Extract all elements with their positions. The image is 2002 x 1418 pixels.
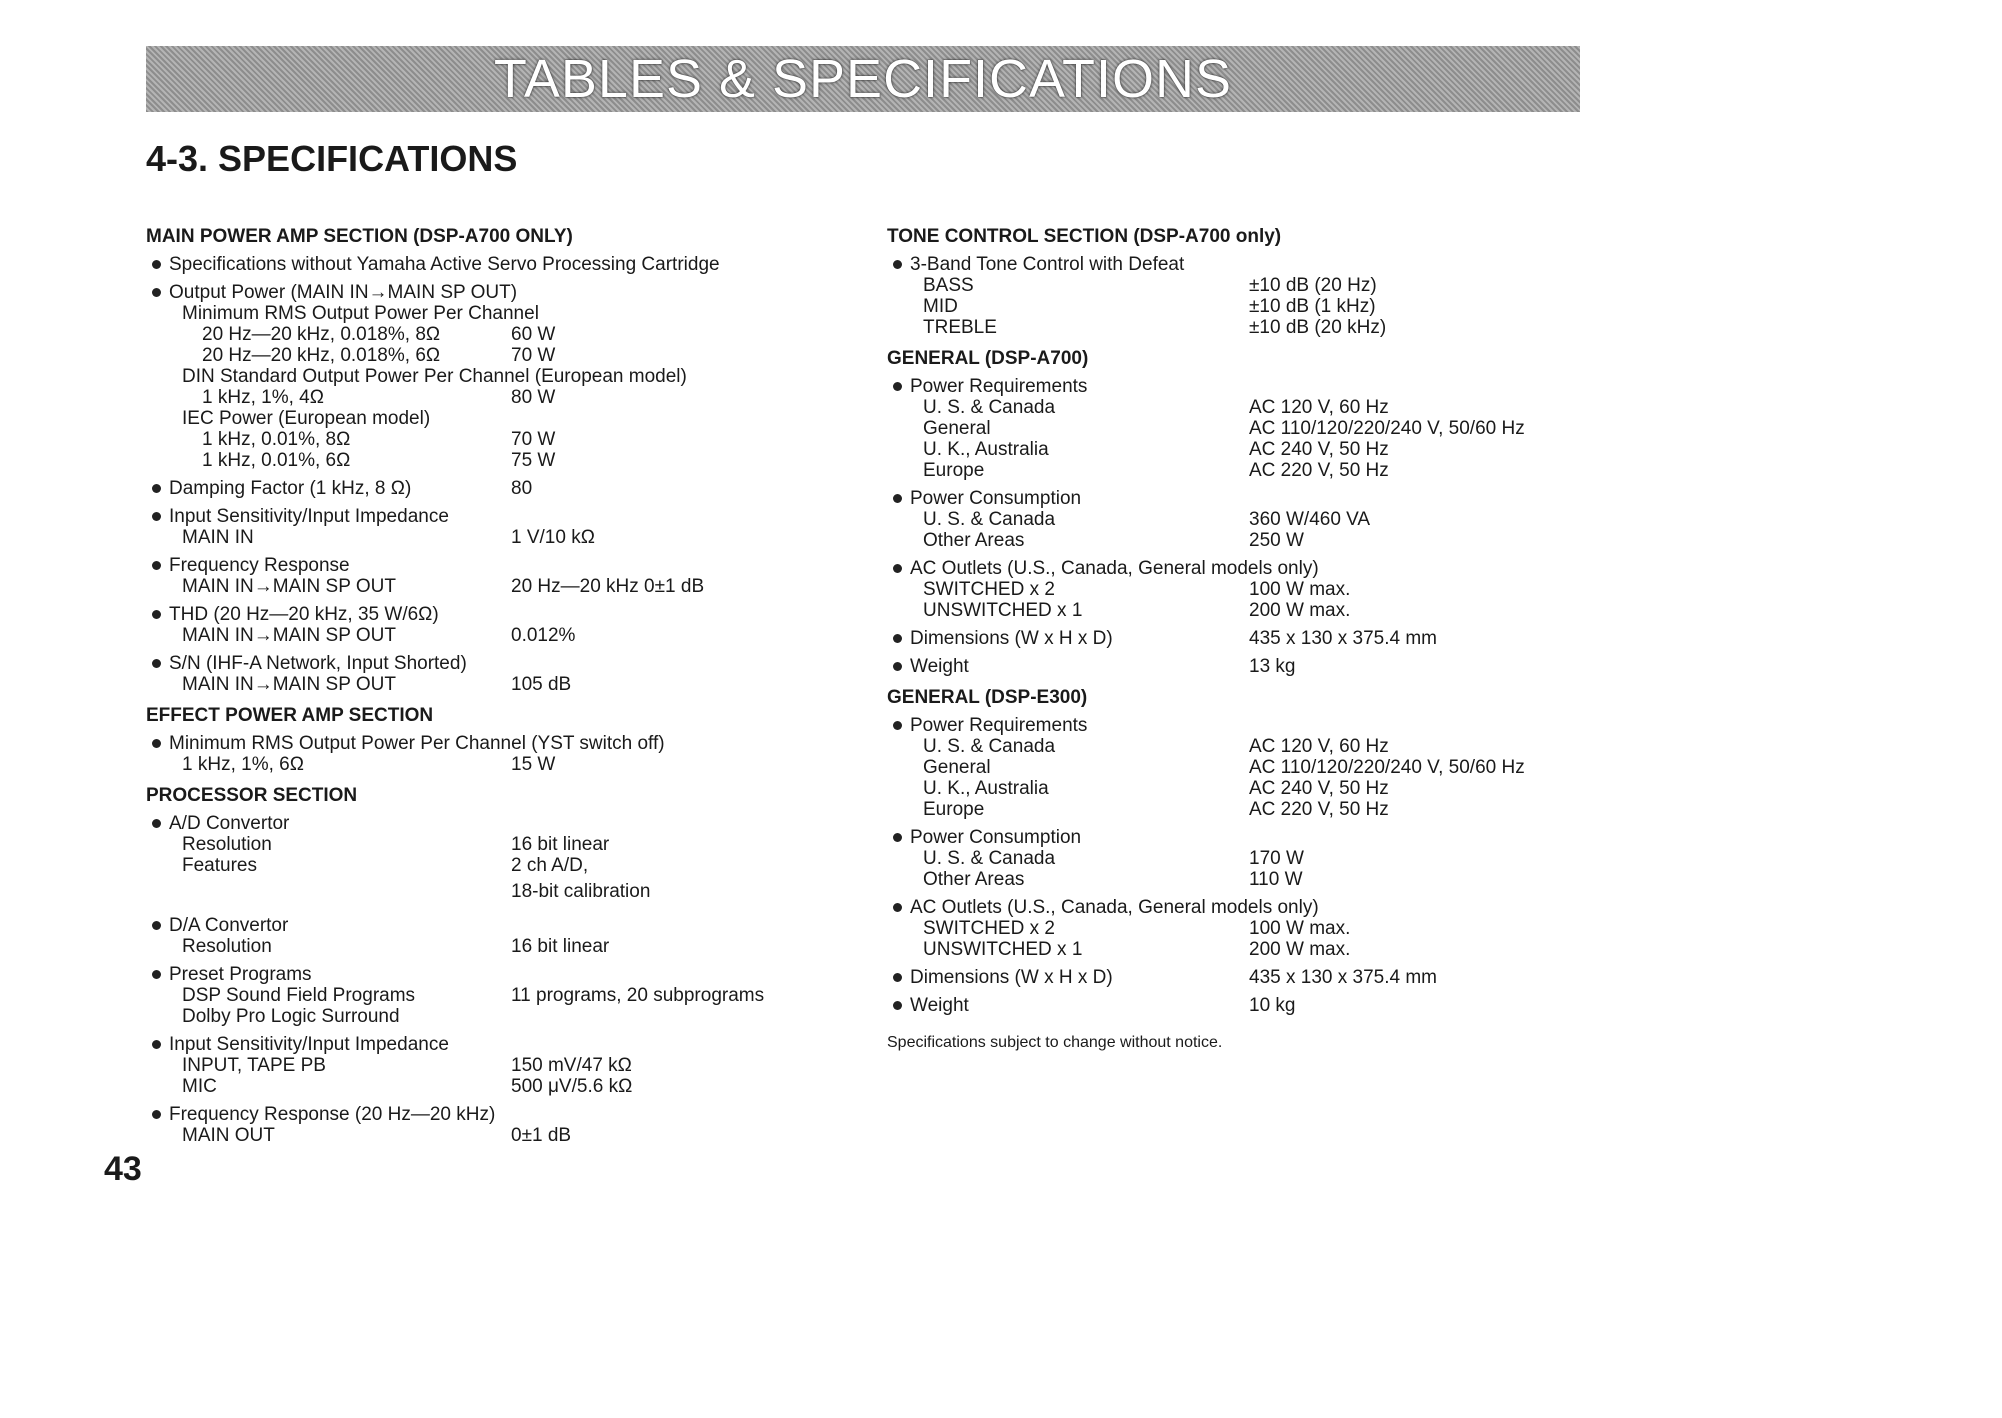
spec-bullet [146, 733, 786, 754]
spec-label: Minimum RMS Output Power Per Channel [182, 303, 539, 324]
spec-value: 16 bit linear [511, 936, 610, 957]
spec-row [887, 869, 1567, 890]
spec-value: 60 W [511, 324, 556, 345]
spec-value: 100 W max. [1249, 579, 1351, 600]
left-column [146, 222, 786, 1146]
spec-value: 15 W [511, 754, 556, 775]
header-banner [146, 46, 1580, 112]
spec-row [146, 1076, 786, 1097]
section-heading: PROCESSOR SECTION [146, 785, 358, 806]
spec-label: MAIN IN [182, 527, 254, 548]
general-dsp-a700-section [887, 348, 1567, 677]
spec-row [887, 918, 1567, 939]
spec-label: Weight [887, 656, 969, 677]
spec-row [146, 674, 786, 695]
spec-row [146, 527, 786, 548]
section-heading: TONE CONTROL SECTION (DSP-A700 only) [887, 226, 1282, 247]
spec-label: A/D Convertor [146, 813, 289, 834]
spec-value: ±10 dB (20 kHz) [1249, 317, 1387, 338]
spec-label: General [923, 418, 991, 439]
spec-value: 11 programs, 20 subprograms [511, 985, 765, 1006]
spec-label: INPUT, TAPE PB [182, 1055, 326, 1076]
spec-label: 20 Hz—20 kHz, 0.018%, 8Ω [202, 324, 441, 345]
spec-label: AC Outlets (U.S., Canada, General models only) [887, 558, 1319, 579]
spec-label: Preset Programs [146, 964, 312, 985]
spec-label: Frequency Response [146, 555, 350, 576]
spec-label: 20 Hz—20 kHz, 0.018%, 6Ω [202, 345, 441, 366]
spec-value: AC 110/120/220/240 V, 50/60 Hz [1249, 757, 1525, 778]
spec-label: Features [182, 855, 257, 876]
spec-bullet [146, 813, 786, 834]
spec-label: MAIN IN→MAIN SP OUT [182, 576, 396, 597]
spec-label: Input Sensitivity/Input Impedance [146, 1034, 449, 1055]
spec-value: 0.012% [511, 625, 576, 646]
spec-bullet [146, 506, 786, 527]
spec-label: Specifications without Yamaha Active Servo Processing Cartridge [146, 254, 720, 275]
spec-bullet [887, 656, 1567, 677]
spec-row [887, 317, 1567, 338]
spec-bullet [146, 282, 786, 303]
effect-power-amp-section [146, 705, 786, 775]
section-heading: MAIN POWER AMP SECTION (DSP-A700 ONLY) [146, 226, 573, 247]
spec-label: MAIN IN→MAIN SP OUT [182, 674, 396, 695]
spec-bullet [146, 555, 786, 576]
main-power-amp-section [146, 226, 786, 695]
spec-bullet [887, 558, 1567, 579]
spec-row [146, 429, 786, 450]
spec-value: 80 W [511, 387, 556, 408]
spec-row [146, 625, 786, 646]
spec-value: 110 W [1249, 869, 1303, 890]
page-number: 43 [104, 1150, 142, 1188]
section-heading: EFFECT POWER AMP SECTION [146, 705, 434, 726]
spec-value: AC 120 V, 60 Hz [1249, 736, 1389, 757]
spec-row [887, 296, 1567, 317]
spec-label: Other Areas [923, 530, 1025, 551]
spec-row [146, 1125, 786, 1146]
spec-bullet [887, 715, 1567, 736]
spec-label: Power Requirements [887, 376, 1087, 397]
spec-value: ±10 dB (20 Hz) [1249, 275, 1377, 296]
spec-label: U. K., Australia [923, 439, 1049, 460]
section-heading: GENERAL (DSP-E300) [887, 687, 1088, 708]
spec-row [887, 439, 1567, 460]
spec-label: MAIN OUT [182, 1125, 275, 1146]
spec-label: Resolution [182, 936, 272, 957]
spec-row [146, 754, 786, 775]
spec-value: 75 W [511, 450, 556, 471]
spec-value: 10 kg [1249, 995, 1296, 1016]
spec-label: UNSWITCHED x 1 [923, 600, 1083, 621]
spec-value: 100 W max. [1249, 918, 1351, 939]
spec-bullet [146, 254, 786, 275]
spec-row [887, 418, 1567, 439]
processor-section [146, 785, 786, 1146]
spec-value: 170 W [1249, 848, 1304, 869]
spec-value: 1 V/10 kΩ [511, 527, 595, 548]
spec-label: U. S. & Canada [923, 509, 1056, 530]
spec-value: 500 μV/5.6 kΩ [511, 1076, 633, 1097]
spec-label: UNSWITCHED x 1 [923, 939, 1083, 960]
spec-row [146, 855, 786, 876]
spec-label: Input Sensitivity/Input Impedance [146, 506, 449, 527]
spec-label: 1 kHz, 1%, 6Ω [182, 754, 304, 775]
spec-row [146, 985, 786, 1006]
spec-label: General [923, 757, 991, 778]
spec-bullet [887, 376, 1567, 397]
spec-value: 435 x 130 x 375.4 mm [1249, 967, 1437, 988]
spec-label: Dimensions (W x H x D) [887, 967, 1113, 988]
spec-bullet [887, 995, 1567, 1016]
spec-label: IEC Power (European model) [182, 408, 431, 429]
spec-label: DSP Sound Field Programs [182, 985, 416, 1006]
spec-value: 2 ch A/D, [511, 855, 589, 876]
spec-label: Dolby Pro Logic Surround [182, 1006, 400, 1027]
spec-row [146, 576, 786, 597]
spec-value: AC 110/120/220/240 V, 50/60 Hz [1249, 418, 1525, 439]
spec-bullet [146, 1104, 786, 1125]
spec-value: 360 W/460 VA [1249, 509, 1371, 530]
spec-label: 1 kHz, 1%, 4Ω [202, 387, 324, 408]
spec-label: Europe [923, 460, 985, 481]
spec-row [887, 939, 1567, 960]
spec-label: S/N (IHF-A Network, Input Shorted) [146, 653, 467, 674]
spec-label: MID [923, 296, 958, 317]
spec-label: MIC [182, 1076, 217, 1097]
spec-bullet [146, 653, 786, 674]
section-heading: GENERAL (DSP-A700) [887, 348, 1089, 369]
spec-label: Europe [923, 799, 985, 820]
spec-row [887, 509, 1567, 530]
spec-label: U. S. & Canada [923, 397, 1056, 418]
spec-bullet [887, 254, 1567, 275]
spec-subheading [146, 408, 786, 429]
spec-bullet [887, 897, 1567, 918]
spec-value: AC 240 V, 50 Hz [1249, 439, 1389, 460]
spec-row [887, 460, 1567, 481]
spec-row [146, 834, 786, 855]
spec-label: Power Requirements [887, 715, 1087, 736]
spec-label: Dimensions (W x H x D) [887, 628, 1113, 649]
spec-label: THD (20 Hz—20 kHz, 35 W/6Ω) [146, 604, 439, 625]
spec-row [146, 1006, 786, 1027]
spec-value: 0±1 dB [511, 1125, 572, 1146]
spec-label: Other Areas [923, 869, 1025, 890]
spec-label: D/A Convertor [146, 915, 288, 936]
spec-value: 20 Hz—20 kHz 0±1 dB [511, 576, 705, 597]
spec-bullet [146, 964, 786, 985]
general-dsp-e300-section [887, 687, 1567, 1016]
spec-label: MAIN IN→MAIN SP OUT [182, 625, 396, 646]
spec-label: TREBLE [923, 317, 997, 338]
spec-row [887, 757, 1567, 778]
spec-value: 80 [511, 478, 533, 499]
spec-bullet [887, 967, 1567, 988]
spec-label: Frequency Response (20 Hz—20 kHz) [146, 1104, 495, 1125]
spec-bullet [146, 915, 786, 936]
spec-label: Resolution [182, 834, 272, 855]
spec-value: ±10 dB (1 kHz) [1249, 296, 1376, 317]
spec-row [146, 324, 786, 345]
spec-bullet [887, 628, 1567, 649]
spec-row [146, 1055, 786, 1076]
spec-value: 200 W max. [1249, 939, 1351, 960]
spec-value: 13 kg [1249, 656, 1296, 677]
spec-row [887, 579, 1567, 600]
spec-bullet [887, 827, 1567, 848]
spec-value: 16 bit linear [511, 834, 610, 855]
spec-label: AC Outlets (U.S., Canada, General models only) [887, 897, 1319, 918]
spec-value: AC 240 V, 50 Hz [1249, 778, 1389, 799]
spec-subheading [146, 366, 786, 387]
spec-bullet [887, 488, 1567, 509]
spec-label: Weight [887, 995, 969, 1016]
spec-row [887, 848, 1567, 869]
spec-label: U. K., Australia [923, 778, 1049, 799]
spec-label: Minimum RMS Output Power Per Channel (YST switch off) [146, 733, 665, 754]
spec-value: 200 W max. [1249, 600, 1351, 621]
spec-label: BASS [923, 275, 974, 296]
spec-label: Power Consumption [887, 488, 1081, 509]
spec-value: 18-bit calibration [511, 881, 651, 902]
spec-row [887, 778, 1567, 799]
right-column [887, 222, 1567, 1053]
footnote: Specifications subject to change without notice. [887, 1034, 1223, 1051]
spec-value: AC 220 V, 50 Hz [1249, 460, 1389, 481]
tone-control-section [887, 226, 1567, 338]
spec-value: 70 W [511, 345, 556, 366]
spec-label: 3-Band Tone Control with Defeat [887, 254, 1184, 275]
spec-value: 70 W [511, 429, 556, 450]
spec-bullet [146, 604, 786, 625]
spec-label: U. S. & Canada [923, 848, 1056, 869]
spec-row [887, 397, 1567, 418]
spec-label: U. S. & Canada [923, 736, 1056, 757]
spec-value: 105 dB [511, 674, 572, 695]
spec-value: 250 W [1249, 530, 1304, 551]
spec-row [887, 530, 1567, 551]
spec-value: 150 mV/47 kΩ [511, 1055, 632, 1076]
spec-bullet [146, 1034, 786, 1055]
spec-bullet [146, 478, 786, 499]
spec-label: 1 kHz, 0.01%, 6Ω [202, 450, 351, 471]
spec-label: SWITCHED x 2 [923, 579, 1055, 600]
section-title: 4-3. SPECIFICATIONS [146, 138, 518, 179]
spec-label: Power Consumption [887, 827, 1081, 848]
spec-row [146, 881, 786, 902]
spec-value: 435 x 130 x 375.4 mm [1249, 628, 1437, 649]
spec-value: AC 120 V, 60 Hz [1249, 397, 1389, 418]
spec-row [887, 275, 1567, 296]
spec-label: Output Power (MAIN IN→MAIN SP OUT) [146, 282, 517, 303]
spec-subheading [146, 303, 786, 324]
spec-row [887, 600, 1567, 621]
spec-label: DIN Standard Output Power Per Channel (European model) [182, 366, 687, 387]
spec-label: Damping Factor (1 kHz, 8 Ω) [146, 478, 411, 499]
spec-value: AC 220 V, 50 Hz [1249, 799, 1389, 820]
spec-label: SWITCHED x 2 [923, 918, 1055, 939]
spec-row [146, 936, 786, 957]
spec-row [887, 799, 1567, 820]
spec-row [146, 450, 786, 471]
spec-row [146, 345, 786, 366]
spec-label: 1 kHz, 0.01%, 8Ω [202, 429, 351, 450]
spec-row [146, 387, 786, 408]
banner-title: TABLES & SPECIFICATIONS [493, 49, 1233, 109]
spec-row [887, 736, 1567, 757]
